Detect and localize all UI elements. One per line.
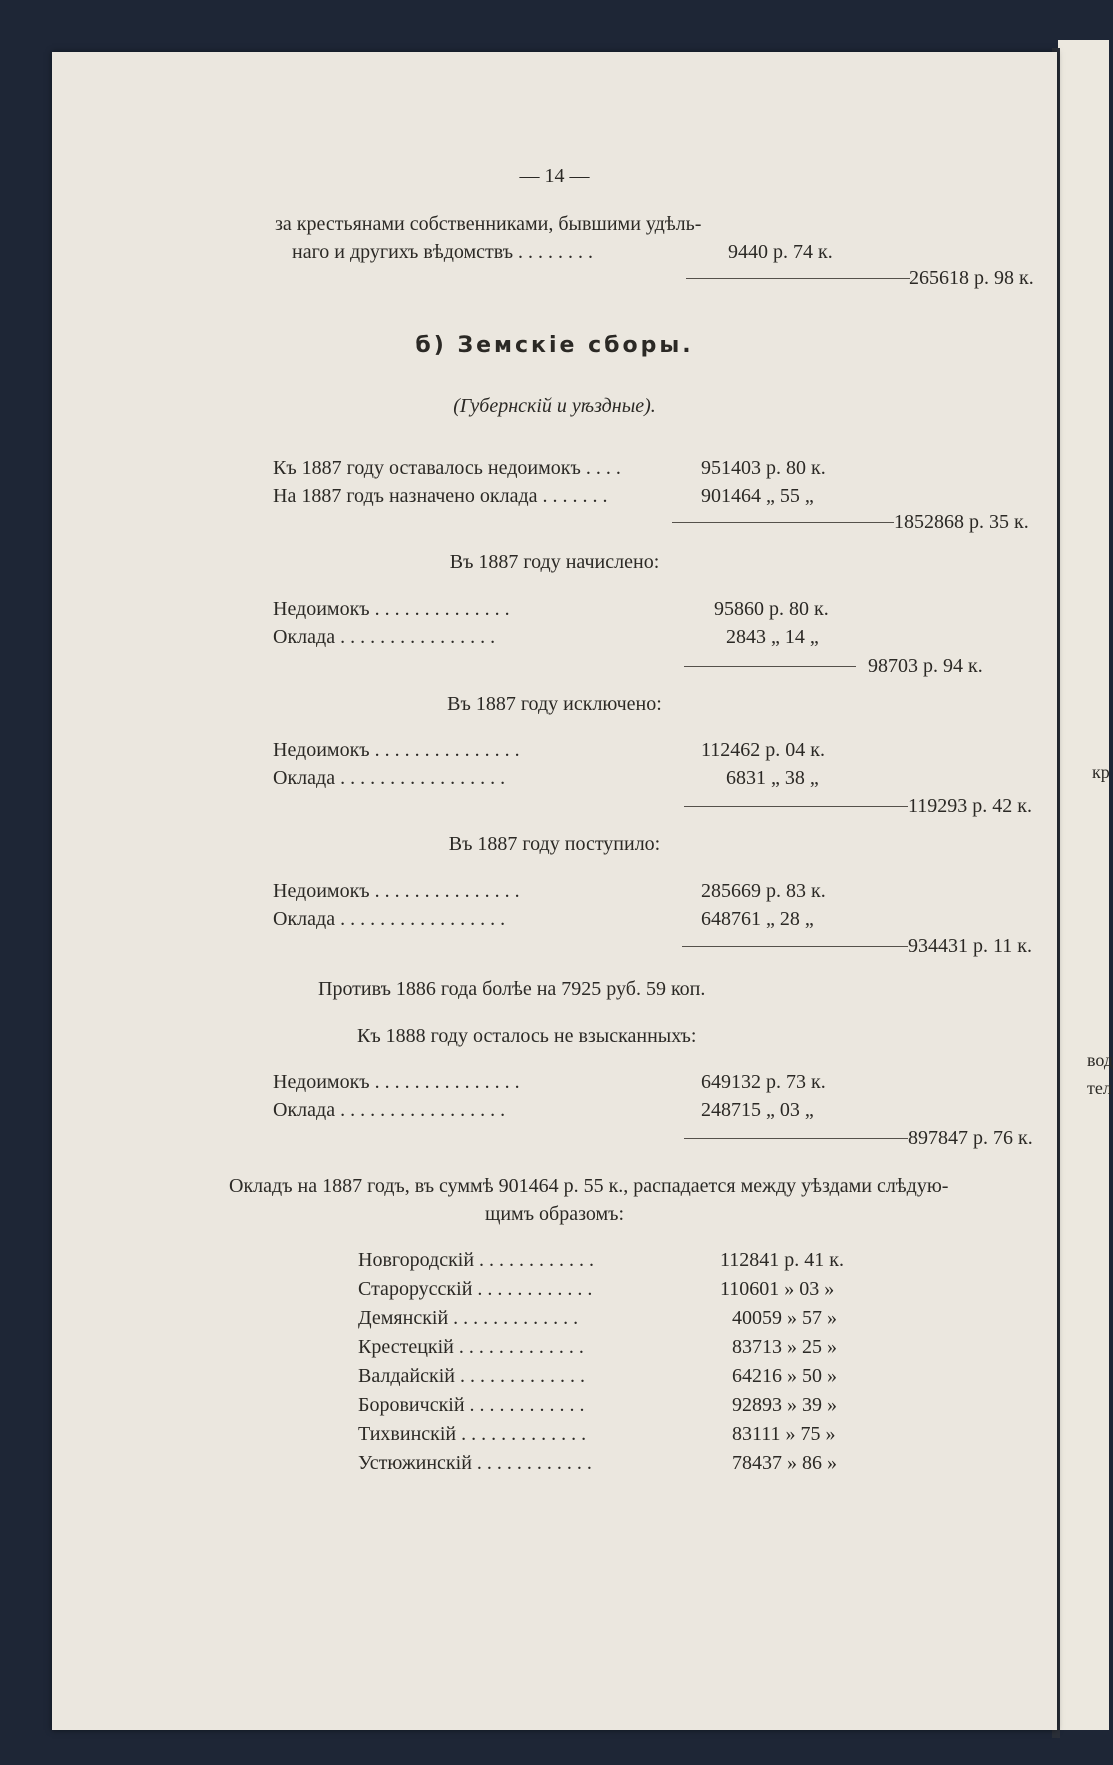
section-heading: б) Земскіе сборы. (415, 333, 694, 358)
start-row-label: На 1887 годъ назначено оклада . . . . . . . (273, 485, 608, 507)
district-value: 78437 » 86 » (732, 1452, 837, 1474)
adjacent-page (1058, 40, 1113, 1730)
group-row-label: Недоимокъ . . . . . . . . . . . . . . . (273, 739, 520, 761)
total-rule (672, 522, 894, 523)
group-row-label: Недоимокъ . . . . . . . . . . . . . . . (273, 880, 520, 902)
group-row-label: Оклада . . . . . . . . . . . . . . . . (273, 626, 496, 648)
intro-line-2: наго и другихъ вѣдомствъ . . . . . . . . (292, 241, 594, 263)
remaining-total: 897847 р. 76 к. (908, 1127, 1033, 1149)
distribution-line-1: Окладъ на 1887 годъ, въ суммѣ 901464 р. 55 к., распадается между уѣздами слѣдую- (229, 1175, 949, 1197)
district-value: 112841 р. 41 к. (720, 1249, 844, 1271)
group-total: 119293 р. 42 к. (908, 795, 1032, 817)
group-row-value: 112462 р. 04 к. (701, 739, 825, 761)
district-value: 40059 » 57 » (732, 1307, 837, 1329)
group-row-label: Оклада . . . . . . . . . . . . . . . . . (273, 767, 506, 789)
group-title: Въ 1887 году исключено: (447, 693, 662, 715)
intro-total: 265618 р. 98 к. (909, 267, 1034, 289)
adjacent-page-fragment: тел (1087, 1078, 1112, 1098)
remaining-row-label: Недоимокъ . . . . . . . . . . . . . . . (273, 1071, 520, 1093)
group-row-value: 648761 „ 28 „ (701, 908, 814, 930)
district-value: 83111 » 75 » (732, 1423, 836, 1445)
adjacent-page-fragment: вод (1087, 1050, 1113, 1070)
district-name: Валдайскій . . . . . . . . . . . . . (358, 1365, 585, 1387)
section-subheading: (Губернскій и уѣздные). (453, 395, 656, 417)
total-rule (684, 806, 908, 807)
group-title: Въ 1887 году начислено: (449, 551, 660, 573)
group-total: 934431 р. 11 к. (908, 935, 1032, 957)
comparison-note: Противъ 1886 года болѣе на 7925 руб. 59 коп. (318, 978, 706, 1000)
district-name: Старорусскій . . . . . . . . . . . . (358, 1278, 593, 1300)
district-name: Крестецкій . . . . . . . . . . . . . (358, 1336, 584, 1358)
remaining-row-value: 248715 „ 03 „ (701, 1099, 814, 1121)
district-name: Демянскій . . . . . . . . . . . . . (358, 1307, 579, 1329)
total-rule (686, 278, 910, 279)
remaining-title: Къ 1888 году осталось не взысканныхъ: (357, 1025, 697, 1047)
group-row-value: 6831 „ 38 „ (726, 767, 819, 789)
start-row-value: 951403 р. 80 к. (701, 457, 826, 479)
district-name: Боровичскій . . . . . . . . . . . . (358, 1394, 585, 1416)
district-name: Тихвинскій . . . . . . . . . . . . . (358, 1423, 587, 1445)
group-row-value: 2843 „ 14 „ (726, 626, 819, 648)
remaining-row-value: 649132 р. 73 к. (701, 1071, 826, 1093)
total-rule (684, 1138, 908, 1139)
district-name: Новгородскій . . . . . . . . . . . . (358, 1249, 595, 1271)
start-total: 1852868 р. 35 к. (894, 511, 1029, 533)
district-value: 83713 » 25 » (732, 1336, 837, 1358)
adjacent-page-fragment: кр (1092, 762, 1110, 782)
district-value: 92893 » 39 » (732, 1394, 837, 1416)
group-row-label: Недоимокъ . . . . . . . . . . . . . . (273, 598, 510, 620)
group-total: 98703 р. 94 к. (868, 655, 983, 677)
group-title: Въ 1887 году поступило: (448, 833, 661, 855)
district-name: Устюжинскій . . . . . . . . . . . . (358, 1452, 592, 1474)
start-row-value: 901464 „ 55 „ (701, 485, 814, 507)
intro-amount: 9440 р. 74 к. (728, 241, 833, 263)
group-row-value: 95860 р. 80 к. (714, 598, 829, 620)
group-row-value: 285669 р. 83 к. (701, 880, 826, 902)
total-rule (684, 666, 856, 667)
page-number: — 14 — (519, 165, 590, 187)
document-page (52, 52, 1057, 1730)
total-rule (682, 946, 908, 947)
district-value: 64216 » 50 » (732, 1365, 837, 1387)
intro-line-1: за крестьянами собственниками, бывшими удѣль- (275, 213, 702, 235)
distribution-line-2: щимъ образомъ: (484, 1203, 625, 1225)
start-row-label: Къ 1887 году оставалось недоимокъ . . . . (273, 457, 621, 479)
district-value: 110601 » 03 » (720, 1278, 835, 1300)
remaining-row-label: Оклада . . . . . . . . . . . . . . . . . (273, 1099, 506, 1121)
group-row-label: Оклада . . . . . . . . . . . . . . . . . (273, 908, 506, 930)
